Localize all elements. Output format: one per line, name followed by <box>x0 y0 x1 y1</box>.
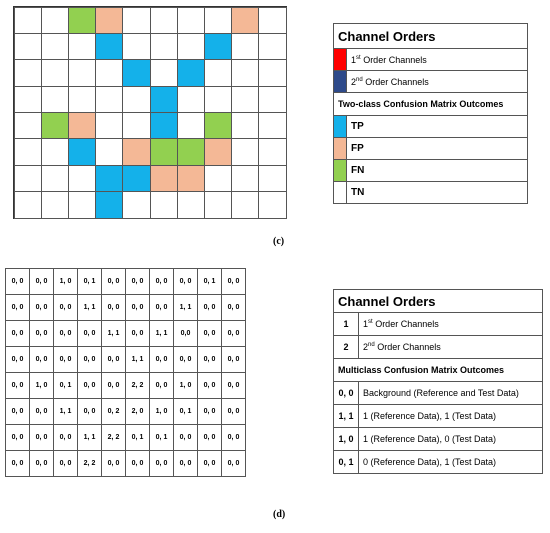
table-cell: 0, 0 <box>222 347 246 373</box>
table-cell: 0, 1 <box>126 425 150 451</box>
table-cell: 0, 0 <box>126 269 150 295</box>
table-cell: 0, 0 <box>150 295 174 321</box>
grid-cell-fp <box>122 138 150 165</box>
table-cell: 0, 0 <box>78 373 102 399</box>
entry-text: 0 (Reference Data), 1 (Test Data) <box>359 451 543 474</box>
grid-cell-tp <box>177 59 205 86</box>
table-cell: 0, 0 <box>102 295 126 321</box>
table-cell: 0, 0 <box>6 295 30 321</box>
table-cell: 0, 0 <box>222 451 246 477</box>
table-cell: 1, 0 <box>150 399 174 425</box>
grid-cell-tp <box>150 86 178 113</box>
grid-cell-tp <box>122 165 150 192</box>
grid-cell-fp <box>150 165 178 192</box>
grid-cell-tp <box>68 138 96 165</box>
grid-cell-tn <box>204 191 232 218</box>
entry-key: 0, 1 <box>334 451 359 474</box>
table-cell: 0, 0 <box>222 269 246 295</box>
grid-cell-tp <box>122 59 150 86</box>
two-class-legend <box>333 23 528 204</box>
fn-swatch <box>334 160 347 182</box>
table-row <box>6 451 246 477</box>
grid-cell-fn <box>150 138 178 165</box>
table-cell: 0, 0 <box>150 373 174 399</box>
tp-label: TP <box>347 116 528 138</box>
grid-cell-tn <box>258 86 286 113</box>
table-cell: 0, 0 <box>126 451 150 477</box>
table-cell: 0, 0 <box>198 321 222 347</box>
first-order-key: 1 <box>334 313 359 336</box>
table-cell: 0, 0 <box>222 425 246 451</box>
table-cell: 0, 0 <box>54 347 78 373</box>
panel-label-d: (d) <box>273 509 286 520</box>
grid-cell-tn <box>258 191 286 218</box>
grid-cell-tn <box>41 7 69 34</box>
grid-cell-tn <box>150 7 178 34</box>
grid-cell-fn <box>41 112 69 139</box>
table-cell: 0, 0 <box>150 451 174 477</box>
grid-cell-tn <box>68 165 96 192</box>
table-cell: 2, 2 <box>126 373 150 399</box>
table-cell: 0, 0 <box>30 295 54 321</box>
table-row <box>6 399 246 425</box>
grid-cell-tn <box>177 191 205 218</box>
legend-title: Channel Orders <box>334 290 543 313</box>
grid-cell-tn <box>41 86 69 113</box>
table-row <box>6 347 246 373</box>
table-cell: 0, 0 <box>222 295 246 321</box>
table-cell: 0, 0 <box>54 321 78 347</box>
grid-cell-tn <box>204 59 232 86</box>
grid-cell-tn <box>41 59 69 86</box>
grid-cell-tn <box>258 33 286 60</box>
table-cell: 0, 1 <box>54 373 78 399</box>
table-cell: 0, 0 <box>6 399 30 425</box>
grid-cell-tn <box>122 86 150 113</box>
grid-cell-tn <box>231 59 259 86</box>
grid-cell-tn <box>177 33 205 60</box>
grid-cell-tn <box>68 59 96 86</box>
grid-cell-tn <box>231 33 259 60</box>
multiclass-legend <box>333 289 543 474</box>
table-cell: 0, 0 <box>54 425 78 451</box>
grid-cell-tn <box>68 33 96 60</box>
table-cell: 0, 0 <box>30 321 54 347</box>
grid-cell-fp <box>68 112 96 139</box>
entry-key: 1, 0 <box>334 428 359 451</box>
grid-cell-tn <box>231 138 259 165</box>
legend-subtitle: Two-class Confusion Matrix Outcomes <box>334 93 528 116</box>
table-cell: 0, 0 <box>6 347 30 373</box>
grid-cell-tn <box>258 165 286 192</box>
fp-label: FP <box>347 138 528 160</box>
table-cell: 1, 0 <box>174 373 198 399</box>
table-cell: 1, 1 <box>102 321 126 347</box>
table-cell: 0, 1 <box>198 269 222 295</box>
tn-label: TN <box>347 182 528 204</box>
fn-label: FN <box>347 160 528 182</box>
grid-cell-tp <box>150 112 178 139</box>
table-cell: 0, 0 <box>126 321 150 347</box>
table-cell: 1, 1 <box>174 295 198 321</box>
grid-cell-tn <box>14 7 42 34</box>
table-cell: 0, 0 <box>174 269 198 295</box>
grid-cell-tn <box>14 112 42 139</box>
grid-cell-tn <box>177 86 205 113</box>
table-cell: 1, 1 <box>126 347 150 373</box>
tn-swatch <box>334 182 347 204</box>
entry-text: 1 (Reference Data), 0 (Test Data) <box>359 428 543 451</box>
table-cell: 0, 0 <box>174 347 198 373</box>
table-cell: 0, 2 <box>102 399 126 425</box>
first-order-label: 1st Order Channels <box>347 49 528 71</box>
panel-label-c: (c) <box>273 236 285 247</box>
grid-cell-tn <box>231 191 259 218</box>
table-cell: 2, 2 <box>78 451 102 477</box>
table-cell: 0, 0 <box>126 295 150 321</box>
grid-cell-tn <box>14 33 42 60</box>
grid-cell-tn <box>122 33 150 60</box>
table-cell: 0, 0 <box>198 451 222 477</box>
table-cell: 0, 1 <box>78 269 102 295</box>
table-cell: 0, 0 <box>78 321 102 347</box>
table-cell: 0, 0 <box>78 347 102 373</box>
grid-cell-tn <box>95 138 123 165</box>
table-cell: 0, 0 <box>102 269 126 295</box>
multiclass-outcome-table <box>5 268 246 477</box>
grid-cell-fp <box>177 165 205 192</box>
table-cell: 0, 0 <box>78 399 102 425</box>
grid-cell-tn <box>41 138 69 165</box>
table-cell: 0, 0 <box>30 399 54 425</box>
grid-cell-fn <box>204 112 232 139</box>
entry-text: Background (Reference and Test Data) <box>359 382 543 405</box>
table-cell: 0, 0 <box>6 373 30 399</box>
grid-cell-fp <box>204 138 232 165</box>
grid-cell-tn <box>150 33 178 60</box>
table-cell: 0, 1 <box>150 425 174 451</box>
grid-cell-fp <box>231 7 259 34</box>
table-cell: 1, 0 <box>54 269 78 295</box>
grid-cell-tn <box>177 112 205 139</box>
table-cell: 0, 0 <box>198 399 222 425</box>
table-cell: 1, 1 <box>78 295 102 321</box>
table-cell: 0, 0 <box>54 451 78 477</box>
table-row <box>6 321 246 347</box>
entry-key: 1, 1 <box>334 405 359 428</box>
grid-cell-tn <box>204 86 232 113</box>
grid-cell-tp <box>204 33 232 60</box>
grid-cell-tp <box>95 191 123 218</box>
table-row <box>6 425 246 451</box>
table-cell: 0,0 <box>174 321 198 347</box>
grid-cell-tn <box>231 165 259 192</box>
entry-text: 1 (Reference Data), 1 (Test Data) <box>359 405 543 428</box>
table-cell: 0, 0 <box>6 425 30 451</box>
table-cell: 0, 0 <box>198 295 222 321</box>
table-cell: 1, 1 <box>150 321 174 347</box>
table-cell: 2, 0 <box>126 399 150 425</box>
grid-cell-tn <box>41 165 69 192</box>
table-cell: 0, 0 <box>102 451 126 477</box>
grid-cell-tn <box>14 59 42 86</box>
grid-cell-tn <box>41 33 69 60</box>
second-order-label: 2nd Order Channels <box>347 71 528 93</box>
entry-key: 0, 0 <box>334 382 359 405</box>
table-cell: 0, 1 <box>174 399 198 425</box>
grid-cell-tn <box>258 112 286 139</box>
grid-cell-fn <box>68 7 96 34</box>
grid-cell-tn <box>95 59 123 86</box>
grid-cell-tn <box>150 59 178 86</box>
grid-cell-tn <box>258 138 286 165</box>
fp-swatch <box>334 138 347 160</box>
grid-cell-tn <box>95 86 123 113</box>
legend-title: Channel Orders <box>334 24 528 49</box>
grid-cell-tn <box>95 112 123 139</box>
grid-cell-tn <box>258 59 286 86</box>
table-cell: 0, 0 <box>30 269 54 295</box>
grid-cell-tn <box>231 86 259 113</box>
two-class-outcome-grid <box>13 6 287 219</box>
first-order-label: 1st Order Channels <box>359 313 543 336</box>
grid-cell-tn <box>41 191 69 218</box>
grid-cell-tn <box>122 112 150 139</box>
table-cell: 0, 0 <box>6 321 30 347</box>
grid-cell-tn <box>68 191 96 218</box>
grid-cell-tn <box>204 165 232 192</box>
grid-cell-tn <box>14 165 42 192</box>
legend-subtitle: Multiclass Confusion Matrix Outcomes <box>334 359 543 382</box>
table-cell: 0, 0 <box>174 425 198 451</box>
table-cell: 0, 0 <box>222 321 246 347</box>
grid-cell-fp <box>95 7 123 34</box>
table-cell: 0, 0 <box>102 373 126 399</box>
second-order-key: 2 <box>334 336 359 359</box>
table-cell: 0, 0 <box>6 269 30 295</box>
table-cell: 0, 0 <box>30 451 54 477</box>
table-cell: 0, 0 <box>54 295 78 321</box>
grid-cell-fn <box>177 138 205 165</box>
tp-swatch <box>334 116 347 138</box>
table-cell: 0, 0 <box>150 269 174 295</box>
first-order-swatch <box>334 49 347 71</box>
table-cell: 0, 0 <box>150 347 174 373</box>
grid-cell-tn <box>122 7 150 34</box>
grid-cell-tn <box>150 191 178 218</box>
grid-cell-tn <box>14 86 42 113</box>
table-cell: 0, 0 <box>102 347 126 373</box>
grid-cell-tn <box>258 7 286 34</box>
table-cell: 0, 0 <box>174 451 198 477</box>
table-row <box>6 269 246 295</box>
table-cell: 0, 0 <box>198 373 222 399</box>
grid-cell-tn <box>204 7 232 34</box>
table-cell: 0, 0 <box>222 399 246 425</box>
grid-cell-tp <box>95 165 123 192</box>
table-row <box>6 373 246 399</box>
table-cell: 2, 2 <box>102 425 126 451</box>
table-cell: 1, 1 <box>54 399 78 425</box>
table-cell: 0, 0 <box>30 347 54 373</box>
table-cell: 0, 0 <box>198 347 222 373</box>
table-cell: 0, 0 <box>198 425 222 451</box>
grid-cell-tn <box>68 86 96 113</box>
grid-cell-tn <box>14 191 42 218</box>
table-row <box>6 295 246 321</box>
table-cell: 0, 0 <box>30 425 54 451</box>
second-order-swatch <box>334 71 347 93</box>
table-cell: 1, 0 <box>30 373 54 399</box>
table-cell: 1, 1 <box>78 425 102 451</box>
grid-cell-tp <box>95 33 123 60</box>
table-cell: 0, 0 <box>222 373 246 399</box>
grid-cell-tn <box>14 138 42 165</box>
table-cell: 0, 0 <box>6 451 30 477</box>
second-order-label: 2nd Order Channels <box>359 336 543 359</box>
grid-cell-tn <box>177 7 205 34</box>
grid-cell-tn <box>122 191 150 218</box>
grid-cell-tn <box>231 112 259 139</box>
